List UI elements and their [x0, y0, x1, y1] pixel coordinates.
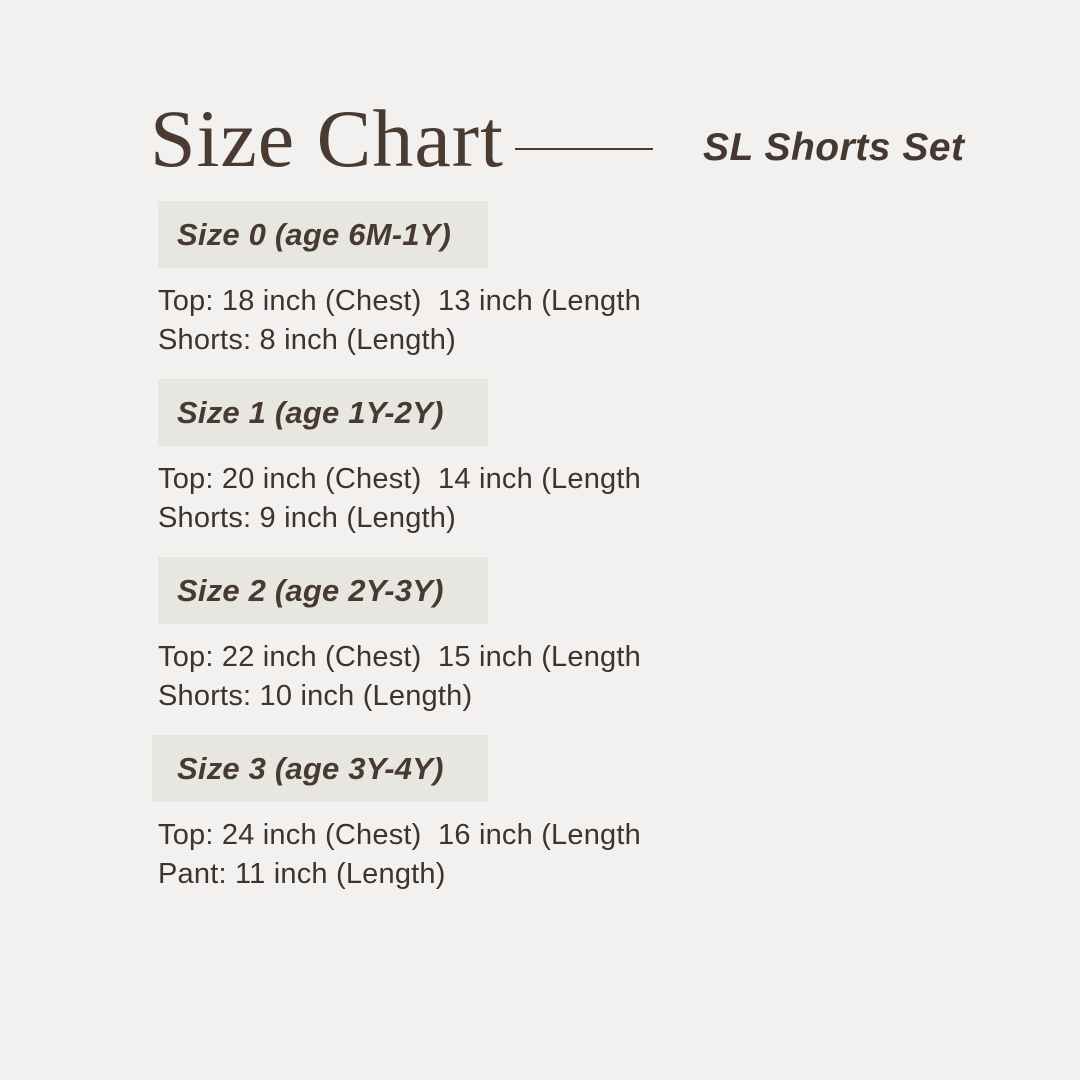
measurement-line-top: Top: 20 inch (Chest) 14 inch (Length — [158, 463, 641, 495]
size-label: Size 3 (age 3Y-4Y) — [177, 750, 444, 786]
size-measurements — [158, 638, 718, 715]
measurement-line-top: Top: 24 inch (Chest) 16 inch (Length — [158, 819, 641, 851]
size-label-box — [158, 379, 488, 446]
size-label-box — [158, 201, 488, 268]
size-section-2 — [158, 557, 718, 715]
page-title: Size Chart — [150, 93, 504, 184]
size-section-0 — [158, 201, 718, 359]
measurement-line-top: Top: 22 inch (Chest) 15 inch (Length — [158, 641, 641, 673]
measurement-line-bottom: Shorts: 10 inch (Length) — [158, 679, 473, 712]
product-name: SL Shorts Set — [703, 126, 965, 169]
measurement-line-bottom: Shorts: 9 inch (Length) — [158, 501, 456, 534]
size-label: Size 1 (age 1Y-2Y) — [177, 394, 444, 430]
measurement-line-top: Top: 18 inch (Chest) 13 inch (Length — [158, 285, 641, 317]
size-section-3 — [158, 735, 718, 893]
size-label-box — [158, 557, 488, 624]
size-label: Size 2 (age 2Y-3Y) — [177, 572, 444, 608]
measurement-line-bottom: Shorts: 8 inch (Length) — [158, 323, 456, 356]
size-sections — [158, 201, 718, 913]
measurement-line-bottom: Pant: 11 inch (Length) — [158, 857, 446, 890]
size-measurements — [158, 460, 718, 537]
size-measurements — [158, 282, 718, 359]
size-section-1 — [158, 379, 718, 537]
title-divider-line — [515, 148, 653, 150]
size-label: Size 0 (age 6M-1Y) — [177, 216, 452, 252]
size-measurements — [158, 816, 718, 893]
size-label-box — [152, 735, 488, 802]
